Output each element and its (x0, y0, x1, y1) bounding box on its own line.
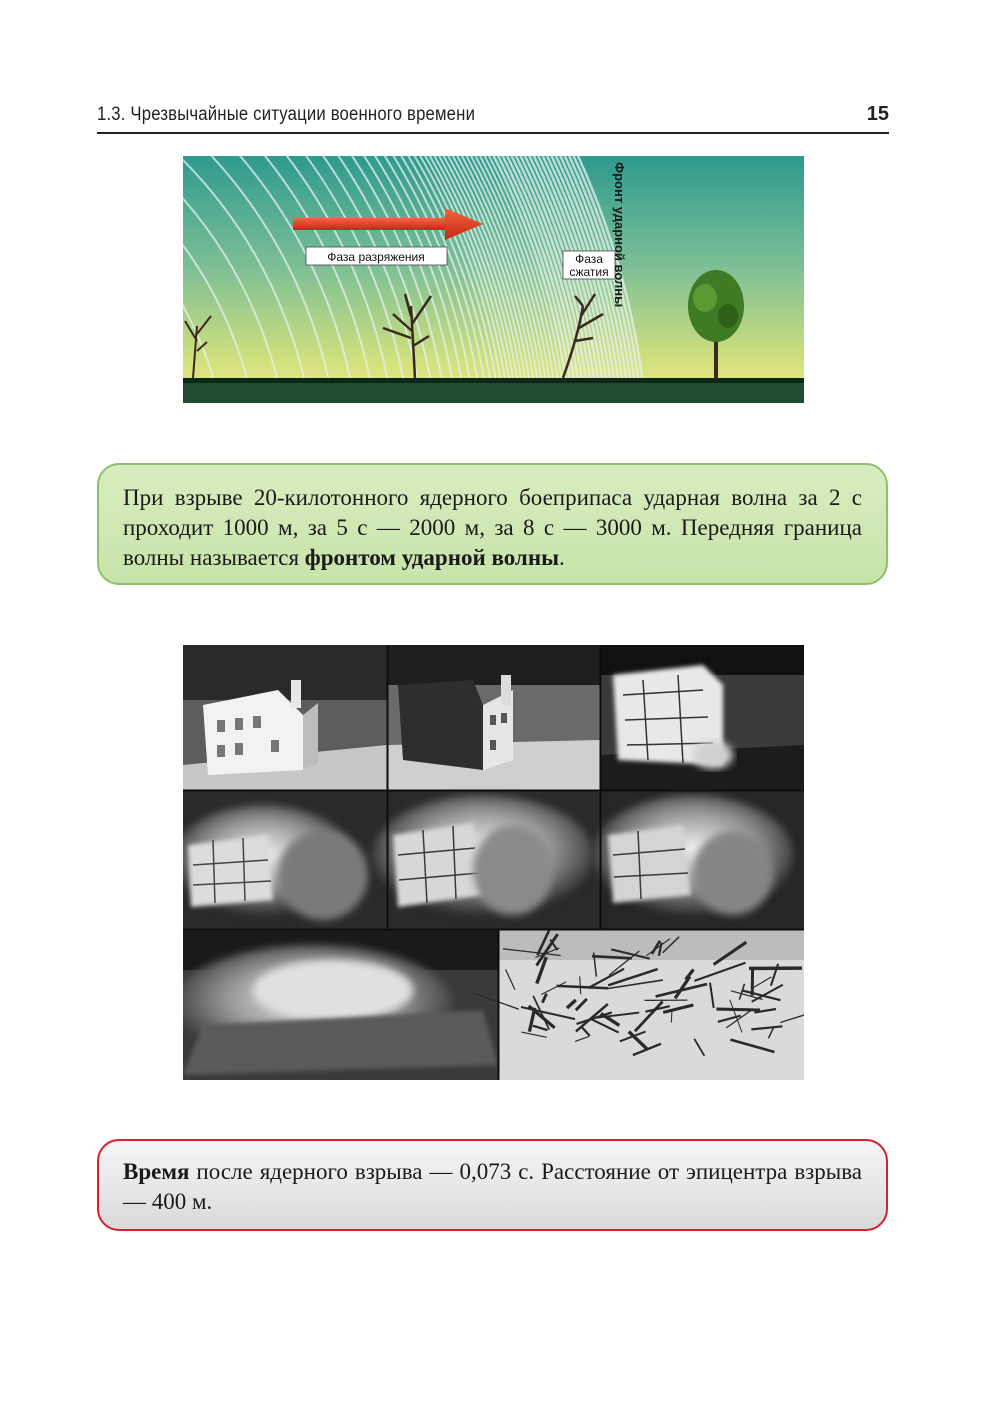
page-header (97, 100, 889, 134)
frame-house-debris (473, 929, 804, 1080)
frame-house-disintegrating (183, 930, 498, 1080)
label-rarefaction: Фаза разряжения (327, 250, 425, 264)
caption-box (97, 1139, 888, 1231)
section-title: 1.3. Чрезвычайные ситуации военного времени (97, 104, 476, 125)
label-compression-1: Фаза (575, 252, 603, 266)
frame-house-intact (183, 645, 387, 790)
caption-text: Время после ядерного взрыва — 0,073 с. Расстояние от эпицентра взрыва — 400 м. (123, 1159, 862, 1214)
info-text: При взрыве 20-килотонного ядерного боеприпаса ударная волна за 2 с проходит 1000 м, за 5 с — 2000 м, за 8 с — 3000 м. Передняя граница волны называется фронтом ударной волны. (123, 485, 862, 570)
frame-house-breaking-2 (373, 791, 600, 929)
frame-house-breaking-3 (593, 791, 804, 929)
label-compression-2: сжатия (569, 265, 609, 279)
frame-house-charred (388, 645, 600, 790)
house-destruction-photos (183, 645, 804, 1080)
frame-house-breaking-1 (183, 791, 387, 929)
page-number: 15 (866, 103, 889, 125)
caption-bold-term: Время (123, 1159, 190, 1184)
frame-house-burning (601, 645, 804, 790)
shock-wave-illustration (183, 156, 804, 403)
label-front: Фронт ударной волны (612, 162, 627, 308)
info-box (97, 463, 888, 585)
info-bold-term: фронтом ударной волны (304, 545, 560, 570)
